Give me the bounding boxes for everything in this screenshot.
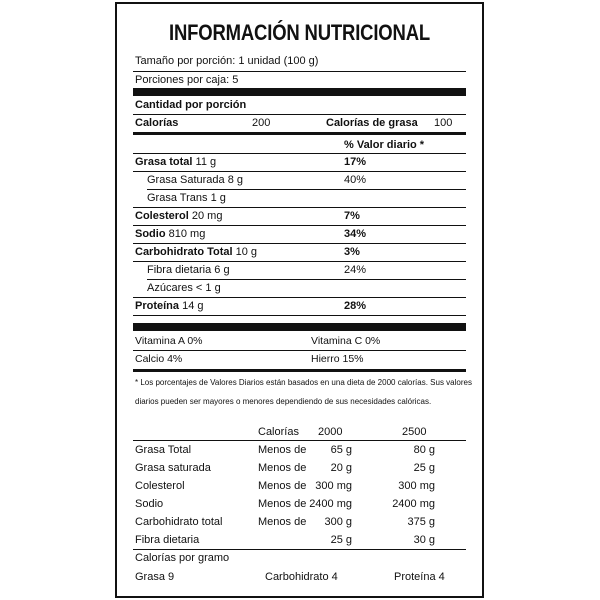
nutrient-name: Grasa total xyxy=(135,156,193,168)
calories-per-gram-protein: Proteína 4 xyxy=(394,571,445,583)
nutrient-name: Proteína xyxy=(135,300,180,312)
ref-row-qualifier: Menos de xyxy=(258,462,307,474)
label-title: INFORMACIÓN NUTRICIONAL xyxy=(168,20,431,45)
ref-row-v2: 375 g xyxy=(407,516,435,528)
divider xyxy=(133,114,466,115)
ref-row-v1: 300 g xyxy=(324,516,352,528)
divider xyxy=(133,549,466,550)
nutrient-amount: 1 g xyxy=(210,192,226,204)
nutrient-name: Fibra dietaria xyxy=(147,264,212,276)
nutrient-row-sub xyxy=(147,192,226,204)
ref-row-name: Fibra dietaria xyxy=(135,534,200,546)
serving-size: Tamaño por porción: 1 unidad (100 g) xyxy=(135,55,319,67)
nutrient-row-sub xyxy=(147,282,221,294)
nutrient-dv: 28% xyxy=(344,300,367,312)
medium-divider xyxy=(133,132,466,135)
ref-row-v2: 25 g xyxy=(413,462,435,474)
nutrient-dv: 7% xyxy=(344,210,360,222)
ref-row-v1: 2400 mg xyxy=(309,498,352,510)
calories-value: 200 xyxy=(252,117,271,129)
nutrition-facts-label xyxy=(115,2,484,598)
medium-divider xyxy=(133,369,466,372)
calories-from-fat-value: 100 xyxy=(434,117,453,129)
divider xyxy=(133,207,466,208)
nutrient-name: Sodio xyxy=(135,228,166,240)
nutrient-amount: 11 g xyxy=(195,156,217,168)
nutrient-row-sub xyxy=(147,264,230,276)
ref-row-name: Grasa Total xyxy=(135,444,192,456)
ref-row-name: Grasa saturada xyxy=(135,462,211,474)
divider xyxy=(133,261,466,262)
nutrient-name: Colesterol xyxy=(135,210,189,222)
nutrient-amount: < 1 g xyxy=(195,282,221,294)
nutrient-amount: 14 g xyxy=(182,300,204,312)
nutrient-dv: 3% xyxy=(344,246,360,258)
divider xyxy=(133,440,466,441)
calories-label: Calorías xyxy=(135,117,179,129)
ref-row-v1: 20 g xyxy=(330,462,352,474)
nutrient-name: Grasa Trans xyxy=(147,192,208,204)
ref-row-v2: 300 mg xyxy=(398,480,435,492)
ref-row-v1: 25 g xyxy=(330,534,352,546)
ref-row-name: Colesterol xyxy=(135,480,185,492)
thick-divider xyxy=(133,88,466,96)
nutrient-name: Carbohidrato Total xyxy=(135,246,233,258)
nutrient-row xyxy=(135,210,222,222)
ref-col-2000: 2000 xyxy=(318,426,343,438)
ref-row-qualifier: Menos de xyxy=(258,480,307,492)
divider xyxy=(133,350,466,351)
nutrient-amount: 8 g xyxy=(227,174,244,186)
nutrient-amount: 20 mg xyxy=(191,210,223,222)
footnote-line-1: * Los porcentajes de Valores Diarios están basados en una dieta de 2000 calorías. Sus valores xyxy=(135,378,472,387)
divider xyxy=(133,315,466,316)
divider xyxy=(147,279,466,280)
calories-per-gram-label: Calorías por gramo xyxy=(135,552,230,564)
calcium: Calcio 4% xyxy=(135,353,183,365)
nutrient-dv: 34% xyxy=(344,228,367,240)
nutrient-name: Grasa Saturada xyxy=(147,174,225,186)
daily-value-header: % Valor diario * xyxy=(344,139,425,151)
nutrient-name: Azúcares xyxy=(147,282,193,294)
nutrient-dv: 17% xyxy=(344,156,367,168)
nutrient-row xyxy=(135,300,204,312)
vitamin-c: Vitamina C 0% xyxy=(311,335,381,347)
divider xyxy=(133,225,466,226)
footnote-line-2: diarios pueden ser mayores o menores dependiendo de sus necesidades calóricas. xyxy=(135,397,432,406)
ref-calories-header: Calorías xyxy=(258,426,299,438)
divider xyxy=(133,71,466,72)
ref-row-v2: 2400 mg xyxy=(392,498,435,510)
nutrient-amount: 6 g xyxy=(214,264,230,276)
nutrient-row-sub xyxy=(147,174,243,186)
nutrient-dv: 24% xyxy=(344,264,367,276)
nutrient-amount: 10 g xyxy=(235,246,258,258)
iron: Hierro 15% xyxy=(311,353,364,365)
ref-row-qualifier: Menos de xyxy=(258,516,307,528)
ref-row-v2: 80 g xyxy=(413,444,435,456)
ref-row-name: Sodio xyxy=(135,498,164,510)
divider xyxy=(147,189,466,190)
calories-per-gram-carbs: Carbohidrato 4 xyxy=(265,571,338,583)
divider xyxy=(133,243,466,244)
calories-per-gram-fat: Grasa 9 xyxy=(135,571,175,583)
divider xyxy=(133,153,466,154)
ref-row-qualifier: Menos de xyxy=(258,498,307,510)
calories-from-fat-label: Calorías de grasa xyxy=(326,117,418,129)
nutrient-row xyxy=(135,246,257,258)
nutrient-amount: 810 mg xyxy=(168,228,206,240)
divider xyxy=(133,171,466,172)
servings-per-box: Porciones por caja: 5 xyxy=(135,74,239,86)
ref-row-name: Carbohidrato total xyxy=(135,516,223,528)
amount-per-serving: Cantidad por porción xyxy=(135,99,247,111)
ref-row-v1: 300 mg xyxy=(315,480,352,492)
divider xyxy=(133,297,466,298)
nutrient-dv: 40% xyxy=(344,174,367,186)
thick-divider xyxy=(133,323,466,331)
nutrient-row xyxy=(135,228,205,240)
ref-col-2500: 2500 xyxy=(402,426,427,438)
nutrient-row xyxy=(135,156,216,168)
vitamin-a: Vitamina A 0% xyxy=(135,335,203,347)
ref-row-qualifier: Menos de xyxy=(258,444,307,456)
ref-row-v1: 65 g xyxy=(330,444,352,456)
ref-row-v2: 30 g xyxy=(413,534,435,546)
